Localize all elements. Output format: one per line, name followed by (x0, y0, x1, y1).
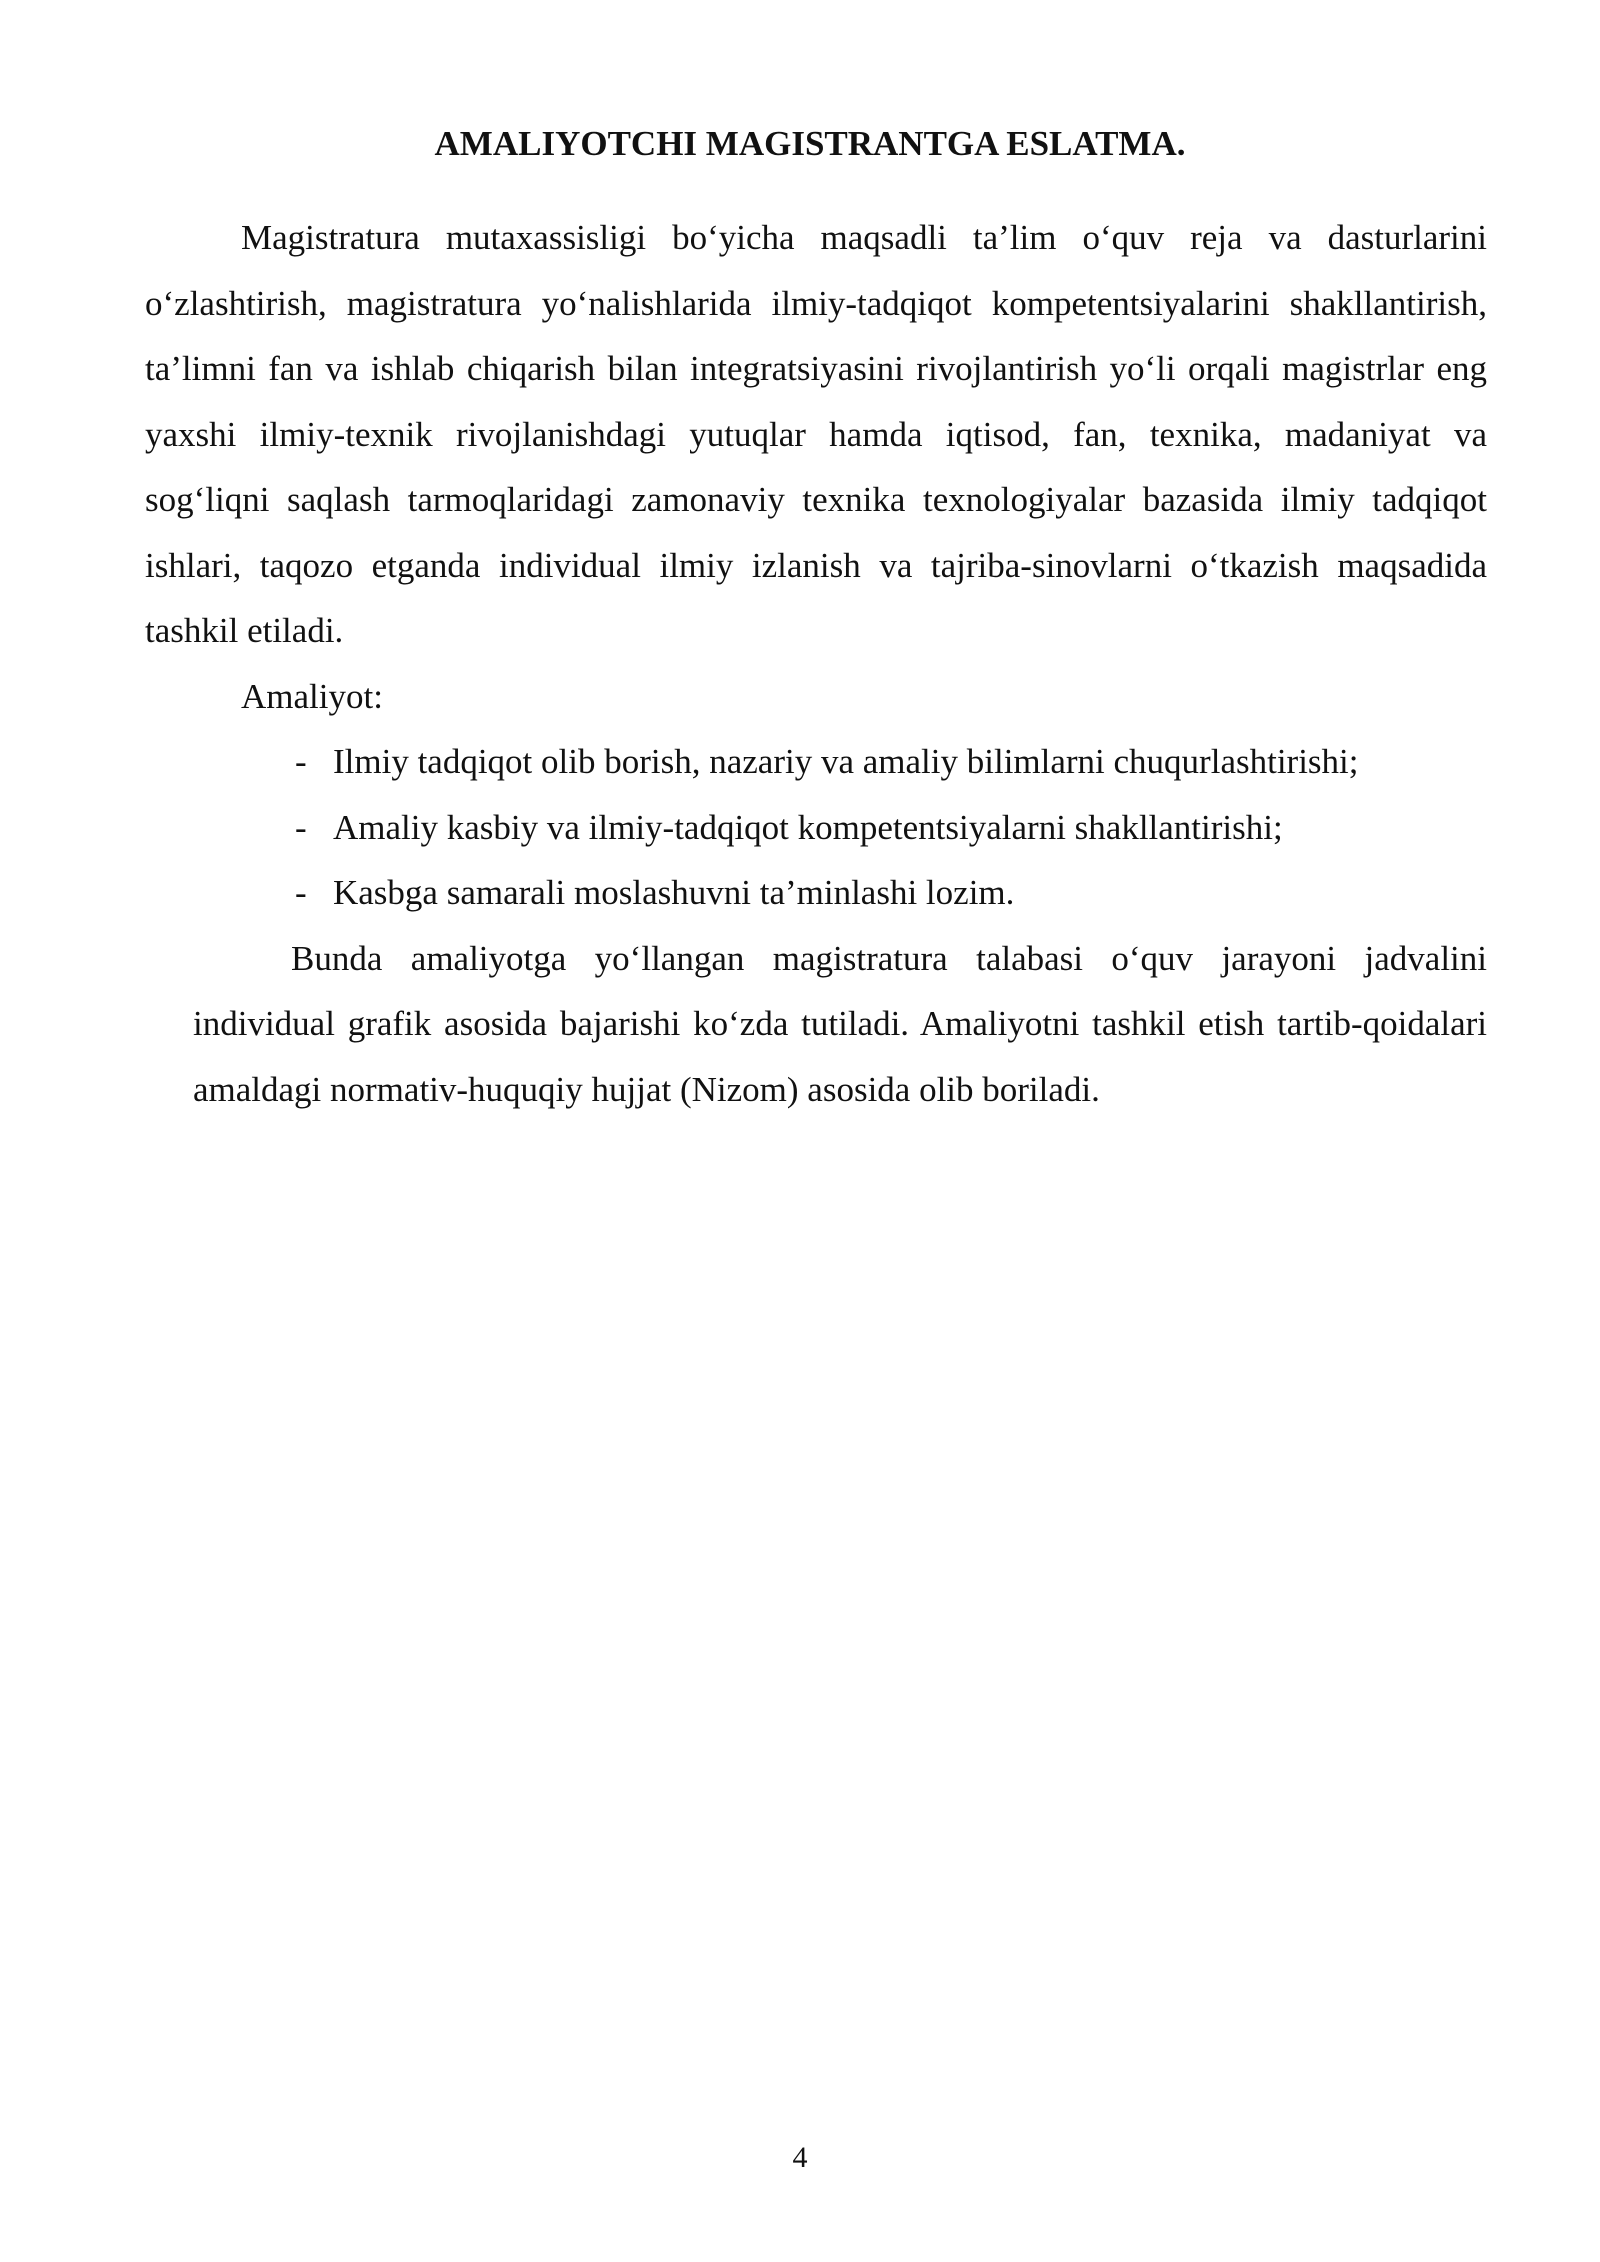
page-number: 4 (792, 2141, 808, 2174)
list-item-text: Amaliy kasbiy va ilmiy-tadqiqot kompetentsiyalarni shakllantirishi; (333, 807, 1283, 847)
list-item (295, 729, 1487, 795)
list-item-text: Ilmiy tadqiqot olib borish, nazariy va amaliy bilimlarni chuqurlashtirishi; (333, 742, 1359, 781)
list-dash: - (295, 742, 307, 781)
list-dash: - (295, 807, 307, 847)
practice-goals-list (145, 729, 1487, 926)
document-title: AMALIYOTCHI MAGISTRANTGA ESLATMA. (434, 124, 1186, 163)
document-body (145, 205, 1487, 1122)
list-intro: Amaliyot: (241, 676, 383, 716)
list-item-text: Kasbga samarali moslashuvni ta’minlashi lozim. (333, 873, 1015, 912)
paragraph-conclusion: Bunda amaliyotga yo‘llangan magistratura talabasi o‘quv jarayoni jadvalini individual grafik asosida bajarishi ko‘zda tutiladi. Amaliyotni tashkil etish tartib-qoidalari amaldagi normativ-huquqiy hujjat (Nizom) asosida olib boriladi. (193, 938, 1487, 1109)
list-item (295, 860, 1487, 926)
list-dash: - (295, 873, 307, 912)
paragraph-intro: Magistratura mutaxassisligi bo‘yicha maqsadli ta’lim o‘quv reja va dasturlarini o‘zlashtirish, magistratura yo‘nalishlarida ilmiy-tadqiqot kompetentsiyalarini shakllantirish, ta’limni fan va ishlab chiqarish bilan integratsiyasini rivojlantirish yo‘li orqali magistrlar eng yaxshi ilmiy-texnik rivojlanishdagi yutuqlar hamda iqtisod, fan, texnika, madaniyat va sog‘liqni saqlash tarmoqlaridagi zamonaviy texnika texnologiyalar bazasida ilmiy tadqiqot ishlari, taqozo etganda individual ilmiy izlanish va tajriba-sinovlarni o‘tkazish maqsadida tashkil etiladi. (145, 218, 1487, 650)
list-item (295, 795, 1487, 861)
